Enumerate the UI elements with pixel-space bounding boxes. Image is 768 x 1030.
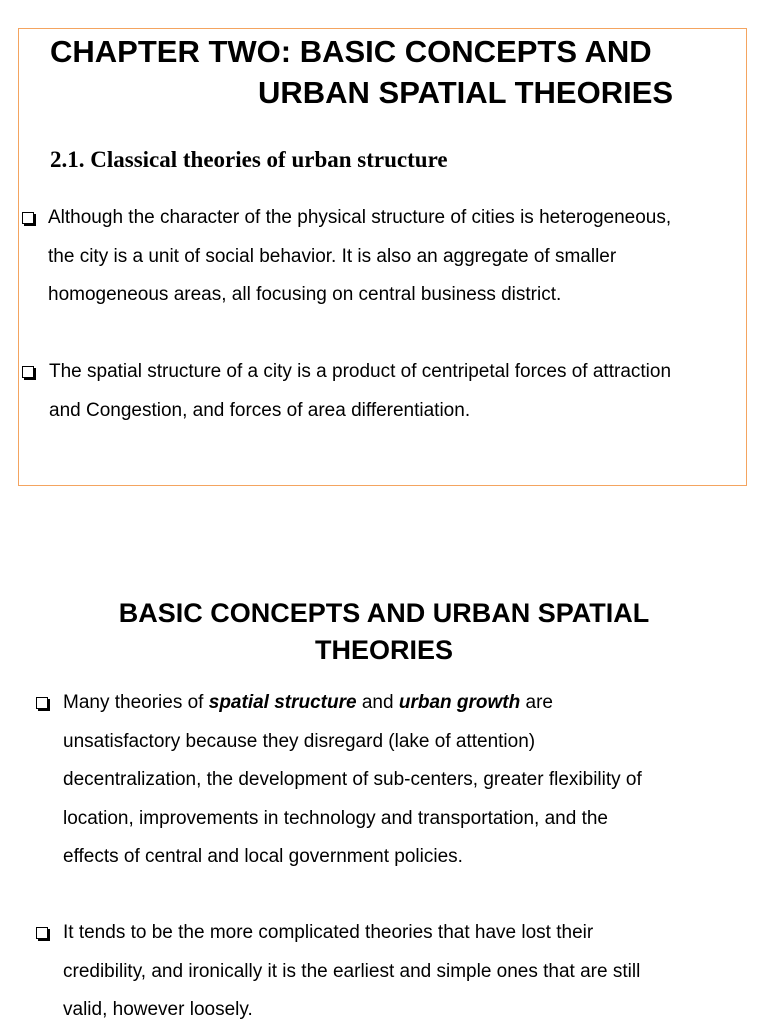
bullet-line: Although the character of the physical structure of cities is heterogeneous,	[48, 207, 672, 228]
bullet-line: It tends to be the more complicated theories that have lost their	[63, 922, 594, 943]
bullet-line: The spatial structure of a city is a product of centripetal forces of attraction	[49, 361, 672, 382]
slide-2-title-line-2: THEORIES	[314, 635, 454, 665]
bullet-line: the city is a unit of social behavior. It is also an aggregate of smaller	[48, 245, 617, 267]
checkbox-bullet-icon	[22, 212, 34, 224]
slide-1-subtitle: 2.1. Classical theories of urban structure	[50, 147, 448, 172]
bullet-line: location, improvements in technology and transportation, and the	[63, 807, 608, 829]
emphasis-urban-growth: urban growth	[398, 692, 521, 713]
checkbox-bullet-icon	[36, 927, 48, 939]
bullet-line	[63, 684, 642, 723]
checkbox-bullet-icon	[36, 697, 48, 709]
bullet-text-fragment: are	[520, 692, 553, 713]
bullet-line: effects of central and local government policies.	[63, 846, 463, 867]
bullet-line: homogeneous areas, all focusing on central business district.	[48, 284, 562, 305]
checkbox-bullet-icon	[22, 366, 34, 378]
bullet-line: unsatisfactory because they disregard (lake of attention)	[63, 730, 536, 752]
bullet-line: decentralization, the development of sub-centers, greater flexibility of	[63, 769, 642, 790]
bullet-line: and Congestion, and forces of area differentiation.	[49, 399, 471, 421]
slide-2-title-line-1: BASIC CONCEPTS AND URBAN SPATIAL	[118, 598, 650, 628]
slide-1-title-line-2: URBAN SPATIAL THEORIES	[258, 75, 674, 110]
slide-1-title-line-1: CHAPTER TWO: BASIC CONCEPTS AND	[50, 34, 652, 69]
emphasis-spatial-structure: spatial structure	[208, 692, 357, 713]
bullet-text-fragment: Many theories of	[63, 692, 209, 713]
bullet-text-fragment: and	[356, 692, 399, 713]
bullet-line: valid, however loosely.	[63, 999, 253, 1020]
bullet-line: credibility, and ironically it is the earliest and simple ones that are still	[63, 960, 641, 982]
